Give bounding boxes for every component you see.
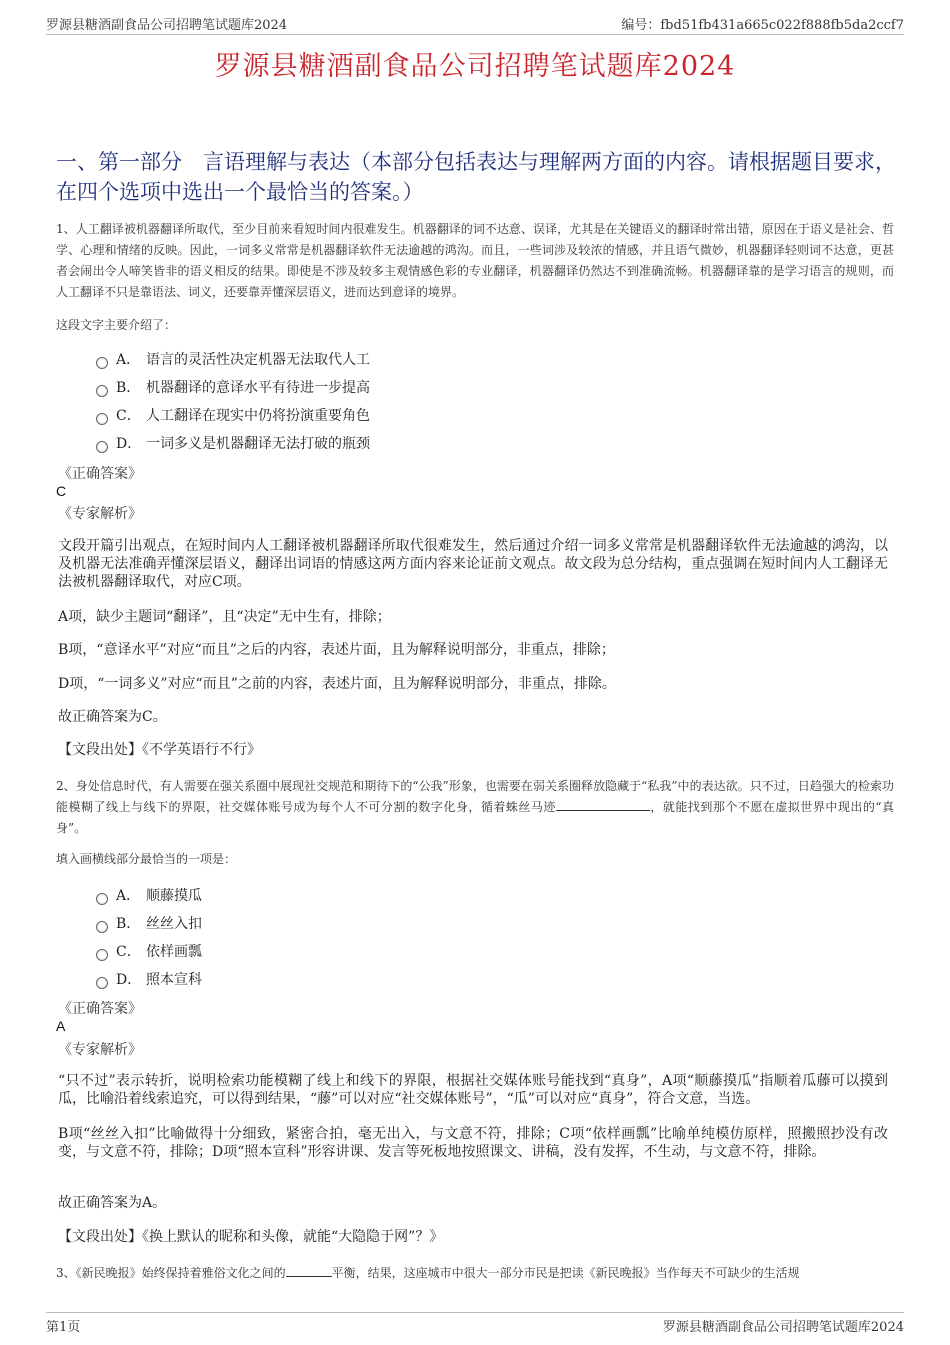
answer-value: C (56, 483, 67, 499)
section-heading: 一、第一部分 言语理解与表达（本部分包括表达与理解两方面的内容。请根据题目要求，在四个选项中选出一个最恰当的答案。） (56, 150, 896, 204)
fill-blank (286, 1264, 332, 1277)
footer-title: 罗源县糖酒副食品公司招聘笔试题库2024 (662, 1320, 904, 1335)
analysis-conclusion: 故正确答案为A。 (58, 1195, 167, 1211)
page-header (46, 14, 904, 35)
analysis-paragraph: D项，“一词多义”对应“而且”之前的内容，表述片面，且为解释说明部分，非重点，排除。 (58, 676, 616, 692)
radio-icon[interactable] (96, 413, 108, 425)
analysis-paragraph: “只不过”表示转折，说明检索功能模糊了线上和线下的界限，根据社交媒体账号能找到“真身”，A项“顺藤摸瓜”指顺着瓜藤可以摸到瓜，比喻沿着线索追究，可以得到结果，“藤”可以对应“社交媒体账号”，“瓜”可以对应“真身”，符合文意，当选。 (58, 1073, 888, 1107)
fill-blank (556, 798, 650, 811)
radio-icon[interactable] (96, 893, 108, 905)
analysis-label: 《专家解析》 (58, 1042, 142, 1058)
analysis-paragraph: B项“丝丝入扣”比喻做得十分细致，紧密合拍，毫无出入，与文意不符，排除；C项“依样画瓢”比喻单纯模仿原样，照搬照抄没有改变，与文意不符，排除；D项“照本宣科”形容讲课、发言等死板地按照课文、讲稿，没有发挥，不生动，与文意不符，排除。 (58, 1126, 888, 1160)
header-doc-id: 编号：fbd51fb431a665c022f888fb5da2ccf7 (621, 18, 904, 33)
analysis-paragraph: A项，缺少主题词“翻译”，且“决定”无中生有，排除； (58, 609, 391, 625)
option-c[interactable]: C． 人工翻译在现实中仍将扮演重要角色 (96, 401, 370, 429)
radio-icon[interactable] (96, 385, 108, 397)
answer-value: A (56, 1018, 66, 1034)
header-title: 罗源县糖酒副食品公司招聘笔试题库2024 (46, 18, 288, 33)
radio-icon[interactable] (96, 357, 108, 369)
radio-icon[interactable] (96, 921, 108, 933)
option-c[interactable]: C． 依样画瓢 (96, 937, 202, 965)
analysis-label: 《专家解析》 (58, 506, 142, 522)
question-2-prompt: 填入画横线部分最恰当的一项是： (56, 852, 237, 866)
option-d[interactable]: D． 一词多义是机器翻译无法打破的瓶颈 (96, 429, 370, 457)
question-2-options (96, 881, 202, 993)
question-1-stem: 1、人工翻译被机器翻译所取代，至少目前来看短时间内很难发生。机器翻译的词不达意、误译，尤其是在关键语义的翻译时常出错，原因在于语义是社会、哲学、心理和情绪的反映。因此，一词多义常常是机器翻译软件无法逾越的鸿沟。而且，一些词涉及较浓的情感，并且语气微妙，机器翻译轻则词不达意，更甚者会闹出令人啼笑皆非的语义相反的结果。即使是不涉及较多主观情感色彩的专业翻译，机器翻译仍然达不到准确流畅。机器翻译靠的是学习语言的规则，而人工翻译不只是靠语法、词义，还要靠弄懂深层语义，进而达到意译的境界。 (56, 222, 894, 299)
page-footer (46, 1312, 904, 1335)
radio-icon[interactable] (96, 949, 108, 961)
option-b[interactable]: B． 丝丝入扣 (96, 909, 202, 937)
page-number: 第1页 (46, 1320, 81, 1335)
radio-icon[interactable] (96, 977, 108, 989)
question-1-options (96, 345, 370, 457)
option-a[interactable]: A． 语言的灵活性决定机器无法取代人工 (96, 345, 370, 373)
source-citation: 【文段出处】《不学英语行不行》 (58, 742, 261, 758)
analysis-conclusion: 故正确答案为C。 (58, 709, 167, 725)
option-b[interactable]: B． 机器翻译的意译水平有待进一步提高 (96, 373, 370, 401)
answer-label: 《正确答案》 (58, 1001, 142, 1017)
analysis-paragraph: B项，“意译水平”对应“而且”之后的内容，表述片面，且为解释说明部分，非重点，排除； (58, 642, 615, 658)
option-a[interactable]: A． 顺藤摸瓜 (96, 881, 202, 909)
question-1-prompt: 这段文字主要介绍了： (56, 318, 177, 332)
question-2-stem: 2、身处信息时代，有人需要在强关系圈中展现社交规范和期待下的“公我”形象，也需要在弱关系圈释放隐藏于“私我”中的表达欲。只不过，日趋强大的检索功能模糊了线上与线下的界限，社交媒体账号成为每个人不可分割的数字化身，循着蛛丝马迹 ，就能找到那个不愿在虚拟世界中现出的“真身”。 (56, 779, 894, 835)
source-citation: 【文段出处】《换上默认的昵称和头像，就能“大隐隐于网”？》 (58, 1229, 444, 1245)
option-d[interactable]: D． 照本宣科 (96, 965, 202, 993)
radio-icon[interactable] (96, 441, 108, 453)
answer-label: 《正确答案》 (58, 466, 142, 482)
question-3-stem: 3、《新民晚报》始终保持着雅俗文化之间的 平衡，结果，这座城市中很大一部分市民是把读《新民晚报》当作每天不可缺少的生活规 (56, 1266, 800, 1280)
page-title: 罗源县糖酒副食品公司招聘笔试题库2024 (214, 51, 736, 82)
analysis-paragraph: 文段开篇引出观点，在短时间内人工翻译被机器翻译所取代很难发生，然后通过介绍一词多义常常是机器翻译软件无法逾越的鸿沟，以及机器无法准确弄懂深层语义，翻译出词语的情感这两方面内容来论证前文观点。故文段为总分结构，重点强调在短时间内人工翻译无法被机器翻译取代，对应C项。 (58, 538, 888, 590)
